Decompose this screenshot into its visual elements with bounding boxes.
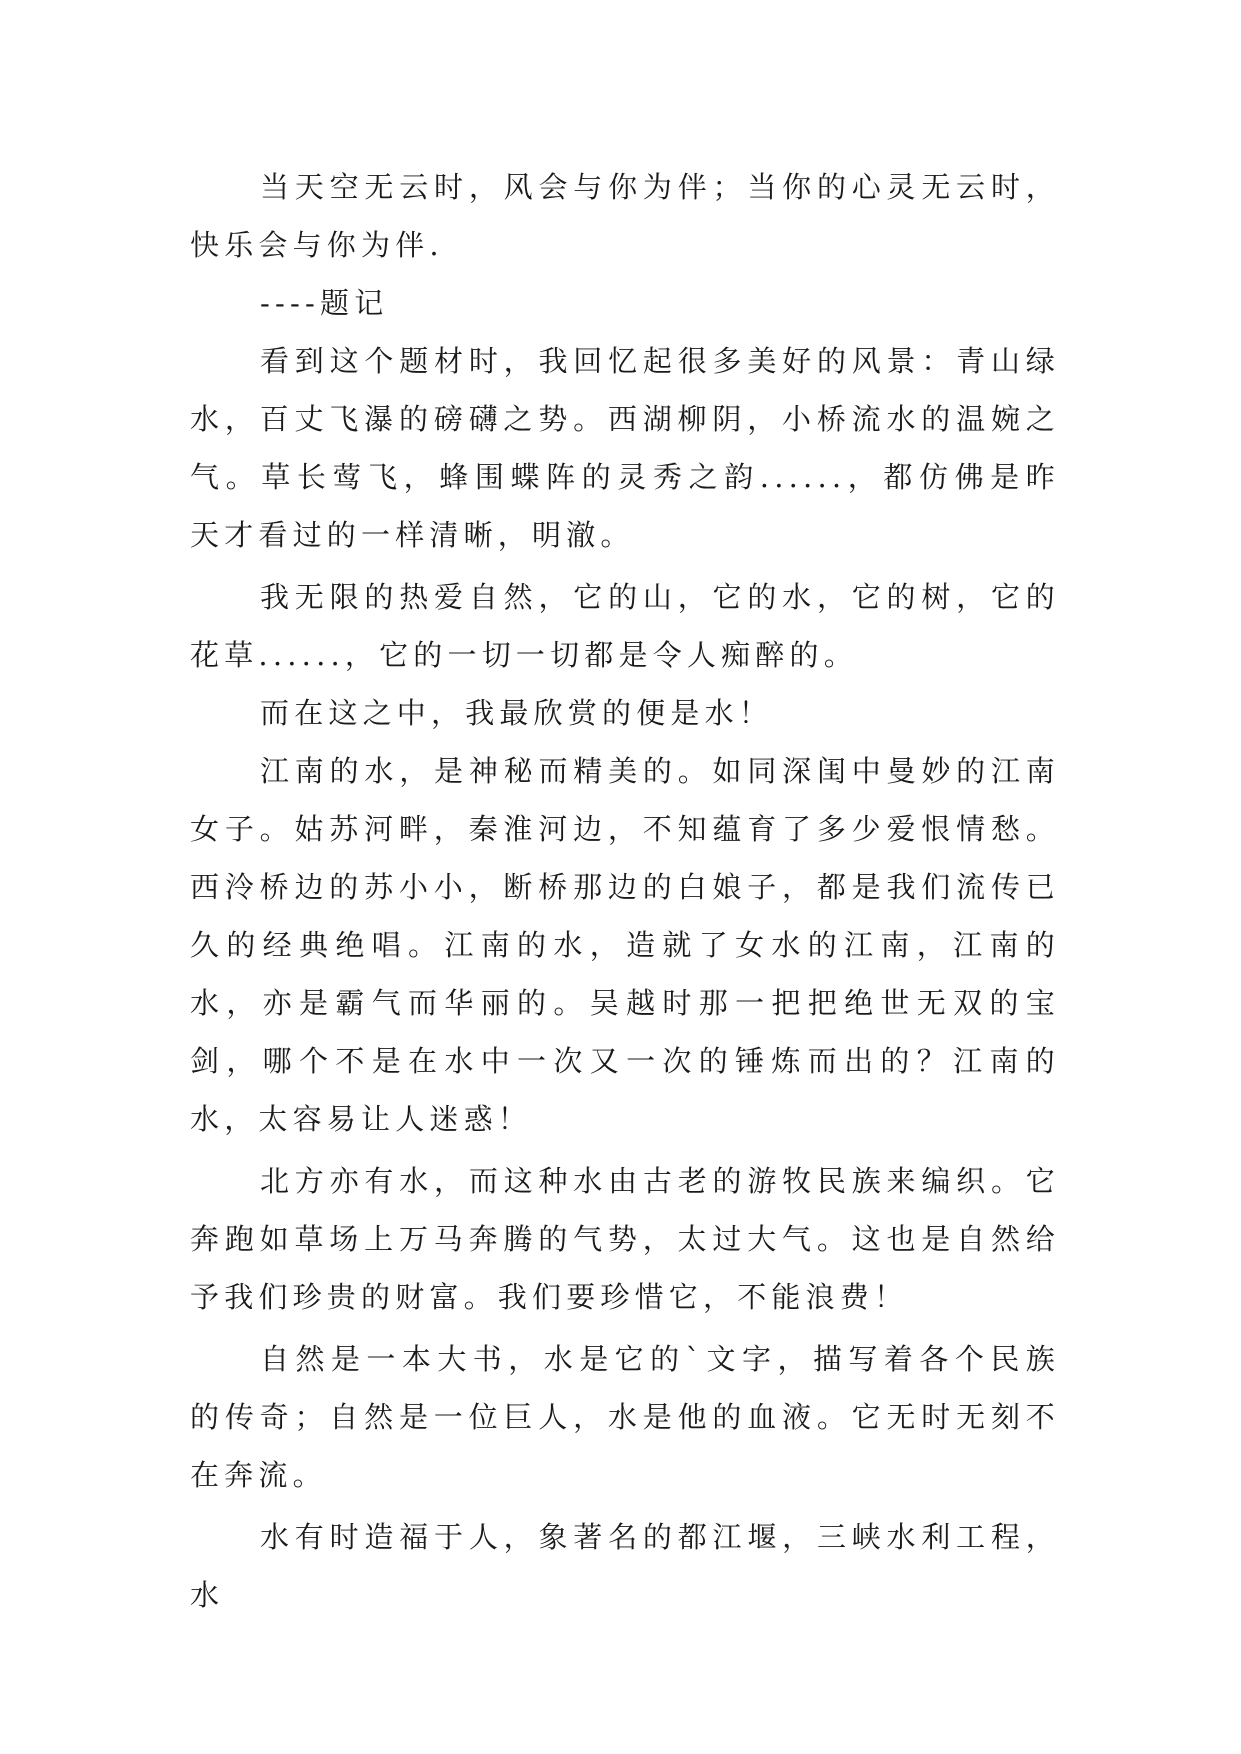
- paragraph-north: 北方亦有水，而这种水由古老的游牧民族来编织。它奔跑如草场上万马奔腾的气势，太过大气。这也是自然给予我们珍贵的财富。我们要珍惜它，不能浪费！: [190, 1164, 1060, 1314]
- paragraph-jiangnan: 江南的水，是神秘而精美的。如同深闺中曼妙的江南女子。姑苏河畔，秦淮河边，不知蕴育了多少爱恨情愁。西泠桥边的苏小小，断桥那边的白娘子，都是我们流传已久的经典绝唱。江南的水，造就了女水的江南，江南的水，亦是霸气而华丽的。吴越时那一把把绝世无双的宝剑，哪个不是在水中一次又一次的锤炼而出的？江南的水，太容易让人迷惑！: [190, 754, 1060, 1136]
- paragraph-scenery: 看到这个题材时，我回忆起很多美好的风景：青山绿水，百丈飞瀑的磅礴之势。西湖柳阴，小桥流水的温婉之气。草长莺飞，蜂围蝶阵的灵秀之韵......，都仿佛是昨天才看过的一样清晰，明澈。: [190, 344, 1060, 552]
- paragraph-water: 而在这之中，我最欣赏的便是水！: [260, 696, 774, 730]
- document-page: [190, 158, 1060, 1624]
- paragraph-opening-quote: 当天空无云时，风会与你为伴；当你的心灵无云时，快乐会与你为伴.: [190, 170, 1060, 262]
- paragraph-inscription: ----题记: [260, 286, 389, 320]
- paragraph-nature-book: 自然是一本大书，水是它的`文字，描写着各个民族的传奇；自然是一位巨人，水是他的血液。它无时无刻不在奔流。: [190, 1342, 1060, 1492]
- paragraph-love-nature: 我无限的热爱自然，它的山，它的水，它的树，它的花草......，它的一切一切都是令人痴醉的。: [190, 580, 1060, 672]
- paragraph-benefit: 水有时造福于人，象著名的都江堰，三峡水利工程，水: [190, 1520, 1060, 1612]
